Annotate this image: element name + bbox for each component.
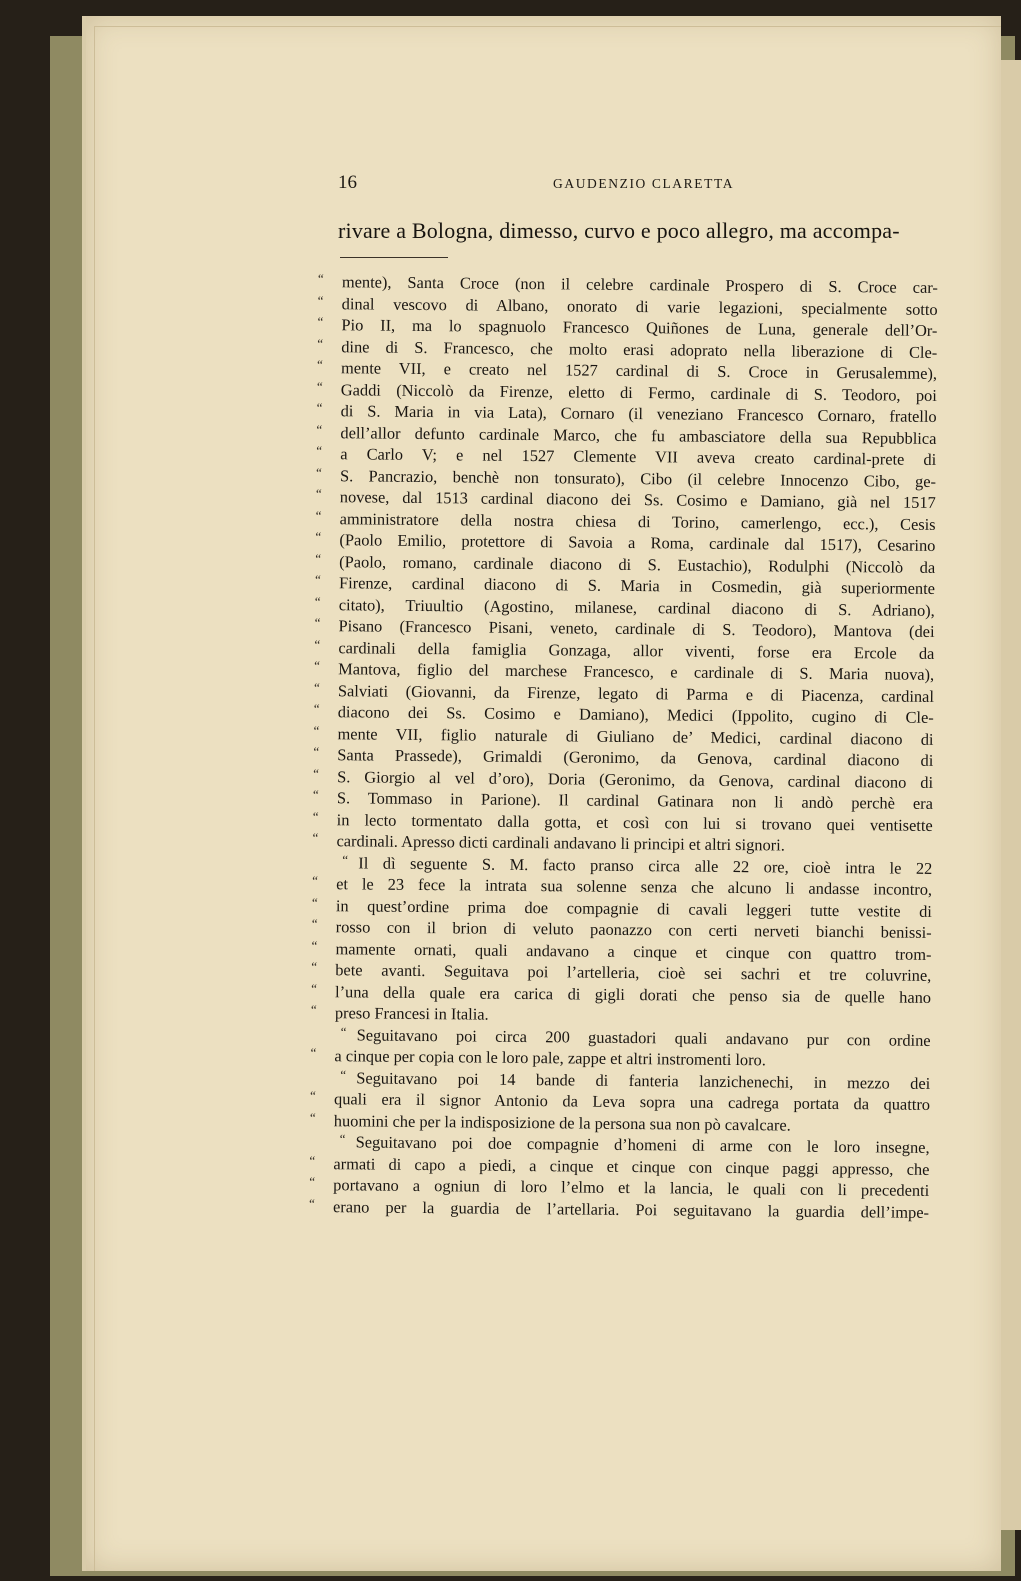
line-text: preso Francesi in Italia. [334, 1003, 489, 1024]
line-text: S. Giorgio al vel d’oro), Doria (Geronimo, da Genova, cardinal diacono di [337, 766, 934, 792]
line-text: portavano a ogniun di loro l’elmo et la lancia, le quali con li precedenti [333, 1175, 930, 1200]
quote-mark: “ [312, 786, 319, 803]
quote-mark: “ [311, 937, 318, 953]
line-text: cardinali della famiglia Gonzaga, allor viventi, forse era Ercole da [338, 637, 935, 663]
line-text: l’una della quale era carica di gigli dorati che penso sia de quelle hano [334, 981, 932, 1007]
line-text: di S. Maria in via Lata), Cornaro (il veneziano Francesco Cornaro, fratello [340, 401, 937, 426]
quote-mark: “ [315, 550, 322, 566]
quote-mark: “ [317, 356, 323, 373]
quote-mark: “ [313, 743, 320, 760]
line-text: huomini che per la indisposizione de la persona sua non pò cavalcare. [333, 1110, 791, 1135]
page-number: 16 [338, 172, 357, 193]
quote-mark: “ [342, 851, 349, 867]
quote-mark: “ [313, 700, 320, 717]
quote-mark: “ [311, 915, 318, 932]
running-head: GAUDENZIO CLARETTA [553, 176, 735, 191]
line-text: S. Tommaso in Parione). Il cardinal Gatinara non li andò perchè era [336, 788, 934, 813]
line-text: rosso con il brion di veluto paonazzo con certi nerveti bianchi benissi- [335, 917, 932, 942]
quote-mark: “ [315, 507, 322, 523]
quote-mark: “ [316, 442, 323, 459]
quote-mark: “ [314, 657, 321, 674]
line-text: Firenze, cardinal diacono di S. Maria in Cosmedin, già superiormente [338, 573, 936, 598]
quote-mark: “ [309, 1152, 316, 1168]
line-text: dell’allor defunto cardinale Marco, che fu ambasciatore della sua Repubblica [340, 422, 937, 448]
quoted-text-block [309, 271, 938, 1223]
quote-mark: “ [310, 1001, 317, 1018]
line-text: Pisano (Francesco Pisani, veneto, cardinale di S. Teodoro), Mantova (dei [338, 616, 935, 641]
quote-mark: “ [317, 292, 324, 308]
line-text: dinal vescovo di Albano, onorato di varie legazioni, specialmente sotto [341, 293, 938, 319]
line-text: dine di S. Francesco, che molto erasi adoprato nella liberazione di Cle- [341, 336, 938, 362]
line-text: Il dì seguente S. M. facto pranso circa alle 22 ore, cioè intra le 22 [358, 852, 933, 878]
quote-mark: “ [314, 614, 321, 631]
quote-mark: “ [309, 1109, 316, 1125]
quote-mark: “ [317, 313, 324, 330]
line-text: Salviati (Giovanni, da Firenze, legato di Parma e di Piacenza, cardinal [337, 680, 935, 706]
quote-mark: “ [314, 593, 321, 609]
line-text: mente VII, figlio naturale di Giuliano de’ Medici, cardinal diacono di [337, 723, 934, 749]
quote-mark: “ [339, 1131, 346, 1147]
line-text: Mantova, figlio del marchese Francesco, e cardinale di S. Maria nuova), [338, 659, 935, 684]
quote-mark: “ [315, 464, 322, 480]
line-text: Pio II, ma lo spagnuolo Francesco Quiñones de Luna, generale dell’Or- [341, 315, 938, 340]
quote-mark: “ [312, 829, 319, 846]
line-text: et le 23 fece la intrata sua solenne senza che alcuno li andasse incontro, [336, 874, 933, 899]
footnote-rule [340, 257, 448, 258]
line-text: amministratore della nostra chiesa di Torino, camerlengo, ecc.), Cesis [339, 508, 936, 534]
line-text: Seguitavano poi circa 200 guastadori quali andavano pur con ordine [356, 1024, 931, 1050]
line-text: armati di capo a piedi, a cinque et cinque con cinque paggi appresso, che [333, 1153, 930, 1179]
line-text: erano per la guardia de l’artellaria. Poi seguitavano la guardia dell’impe- [332, 1196, 930, 1222]
quote-mark: “ [316, 399, 323, 416]
quote-mark: “ [311, 980, 317, 996]
line-text: diacono dei Ss. Cosimo e Damiano), Medici (Ippolito, cugino di Cle- [337, 702, 934, 727]
quote-mark: “ [308, 1195, 315, 1211]
line-text: (Paolo, romano, cardinale diacono di S. Eustachio), Rodulphi (Niccolò da [339, 551, 936, 577]
line-text: in quest’ordine prima doe compagnie di cavali leggeri tutte vestite di [335, 895, 932, 921]
line-text: quali era il signor Antonio da Leva sopra una cadrega portata da quattro [333, 1089, 931, 1114]
page-header [338, 172, 758, 200]
quote-mark: “ [312, 872, 319, 889]
line-text: a Carlo V; e nel 1527 Clemente VII aveva creato cardinal-prete di [340, 444, 937, 469]
quote-mark: “ [312, 808, 319, 824]
quote-mark: “ [313, 722, 320, 738]
quote-mark: “ [313, 765, 320, 781]
line-text: bete avanti. Seguitava poi l’artelleria, cioè sei sachri et tre coluvrine, [335, 960, 932, 985]
quote-mark: “ [315, 528, 322, 545]
line-text: Santa Prassede), Grimaldi (Geronimo, da Genova, cardinal diacono di [337, 745, 934, 770]
lead-line: rivare a Bologna, dimesso, curvo e poco allegro, ma accompa- [338, 218, 900, 243]
quote-mark: “ [317, 271, 324, 287]
line-text: citato), Triuultio (Agostino, milanese, cardinal diacono di S. Adriano), [338, 594, 935, 620]
line-text: cardinali. Apresso dicti cardinali andavano li principi et altri signori. [336, 831, 785, 855]
quote-mark: “ [311, 894, 318, 910]
quote-mark: “ [317, 335, 324, 351]
quote-mark: “ [310, 1044, 317, 1061]
line-text: Seguitavano poi doe compagnie d’homeni di arme con le loro insegne, [355, 1132, 930, 1157]
quote-mark: “ [314, 636, 321, 652]
quote-mark: “ [310, 1087, 316, 1104]
line-text: Gaddi (Niccolò da Firenze, eletto di Fermo, cardinale di S. Teodoro, poi [340, 379, 937, 405]
quote-mark: “ [315, 485, 322, 502]
line-text: Seguitavano poi 14 bande di fanteria lanzichenechi, in mezzo dei [356, 1067, 931, 1093]
quote-mark: “ [316, 378, 323, 394]
quote-mark: “ [316, 421, 323, 437]
quote-mark: “ [311, 958, 318, 975]
line-text: S. Pancrazio, benchè non tonsurato), Cibo (il celebre Innocenzo Cibo, ge- [339, 465, 937, 491]
quote-mark: “ [340, 1023, 347, 1039]
line-text: novese, dal 1513 cardinal diacono dei Ss. Cosimo e Damiano, già nel 1517 [339, 487, 936, 512]
line-text: in lecto tormentato dalla gotta, et così con lui si trovano quei ventisette [336, 809, 933, 835]
line-text: a cinque per copia con le loro pale, zappe et altri instromenti loro. [334, 1046, 767, 1070]
line-text: mente), Santa Croce (non il celebre cardinale Prospero di S. Croce car- [341, 272, 938, 297]
line-text: mamente ornati, quali andavano a cinque et cinque con quattro trom- [335, 938, 932, 964]
quote-mark: “ [340, 1066, 347, 1082]
quote-mark: “ [313, 679, 320, 695]
line-text: (Paolo Emilio, protettore di Savoia a Roma, cardinale dal 1517), Cesarino [339, 530, 936, 555]
quote-mark: “ [309, 1173, 316, 1190]
quote-mark: “ [314, 571, 321, 588]
line-text: mente VII, e creato nel 1527 cardinal di S. Croce in Gerusalemme), [340, 358, 938, 383]
